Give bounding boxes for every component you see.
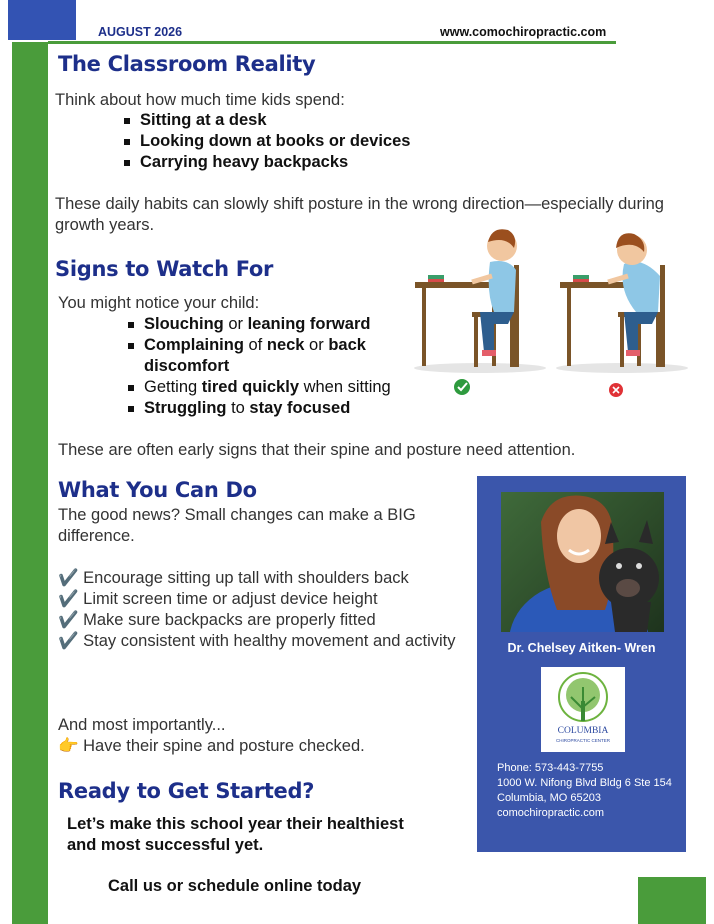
- phone-number[interactable]: Phone: 573-443-7755: [497, 762, 604, 774]
- header-rule: [48, 41, 616, 44]
- checklist-item: ✔️ Make sure backpacks are properly fitted: [58, 611, 376, 629]
- section-title-todo: What You Can Do: [58, 478, 257, 502]
- list-item: Slouching or leaning forward: [126, 314, 426, 335]
- corner-square: [638, 877, 706, 924]
- signs-list: [126, 314, 426, 419]
- section-title-cta: Ready to Get Started?: [58, 779, 315, 803]
- checkmark-icon: ✔️: [58, 569, 79, 587]
- pointing-hand-icon: 👉: [58, 737, 79, 755]
- checklist-item: ✔️ Limit screen time or adjust device height: [58, 590, 378, 608]
- clinic-logo: [541, 667, 625, 752]
- posture-illustration: [410, 220, 700, 405]
- address-line: 1000 W. Nifong Blvd Bldg 6 Ste 154: [497, 777, 672, 789]
- todo-intro: The good news? Small changes can make a BIG difference.: [58, 506, 416, 545]
- important-line: And most importantly...: [58, 716, 226, 734]
- classroom-outro: These daily habits can slowly shift posture in the wrong direction—especially during growth years.: [55, 195, 664, 234]
- list-item: Struggling to stay focused: [126, 398, 426, 419]
- todo-checklist: [58, 568, 468, 652]
- checklist-item: ✔️ Encourage sitting up tall with shoulders back: [58, 569, 409, 587]
- checkmark-icon: ✔️: [58, 632, 79, 650]
- section-title-classroom: The Classroom Reality: [58, 52, 316, 76]
- list-item: Looking down at books or devices: [122, 131, 410, 152]
- svg-text:COLUMBIA: COLUMBIA: [557, 726, 609, 736]
- signs-intro: You might notice your child:: [58, 294, 260, 312]
- list-item: Carrying heavy backpacks: [122, 152, 410, 173]
- x-circle-icon: [609, 383, 623, 397]
- bad-posture-figure: [556, 233, 688, 373]
- left-accent-bar: [12, 42, 48, 924]
- doctor-photo: [501, 492, 664, 632]
- list-item: Getting tired quickly when sitting: [126, 377, 426, 398]
- contact-info: [497, 761, 677, 821]
- svg-text:CHIROPRACTIC CENTER: CHIROPRACTIC CENTER: [555, 738, 611, 743]
- good-posture-figure: [414, 229, 546, 373]
- classroom-intro: Think about how much time kids spend:: [55, 91, 345, 109]
- classroom-list: [122, 110, 410, 173]
- final-step: 👉 Have their spine and posture checked.: [58, 737, 365, 755]
- section-title-signs: Signs to Watch For: [55, 257, 274, 281]
- checkmark-icon: ✔️: [58, 590, 79, 608]
- checkmark-icon: ✔️: [58, 611, 79, 629]
- check-circle-icon: [454, 379, 470, 395]
- address-city: Columbia, MO 65203: [497, 792, 601, 804]
- cta-call-line: Call us or schedule online today: [108, 877, 362, 895]
- clinic-website[interactable]: comochiropractic.com: [497, 807, 604, 819]
- checklist-item: ✔️ Stay consistent with healthy movement and activity: [58, 632, 456, 650]
- corner-accent: [8, 0, 76, 40]
- doctor-name: Dr. Chelsey Aitken- Wren: [507, 641, 656, 655]
- issue-date: AUGUST 2026: [98, 25, 183, 39]
- cta-message: Let’s make this school year their healthiest and most successful yet.: [67, 815, 404, 854]
- signs-outro: These are often early signs that their spine and posture need attention.: [58, 441, 576, 459]
- website-link[interactable]: www.comochiropractic.com: [440, 25, 607, 39]
- list-item: Sitting at a desk: [122, 110, 410, 131]
- list-item: Complaining of neck or back discomfort: [126, 335, 426, 377]
